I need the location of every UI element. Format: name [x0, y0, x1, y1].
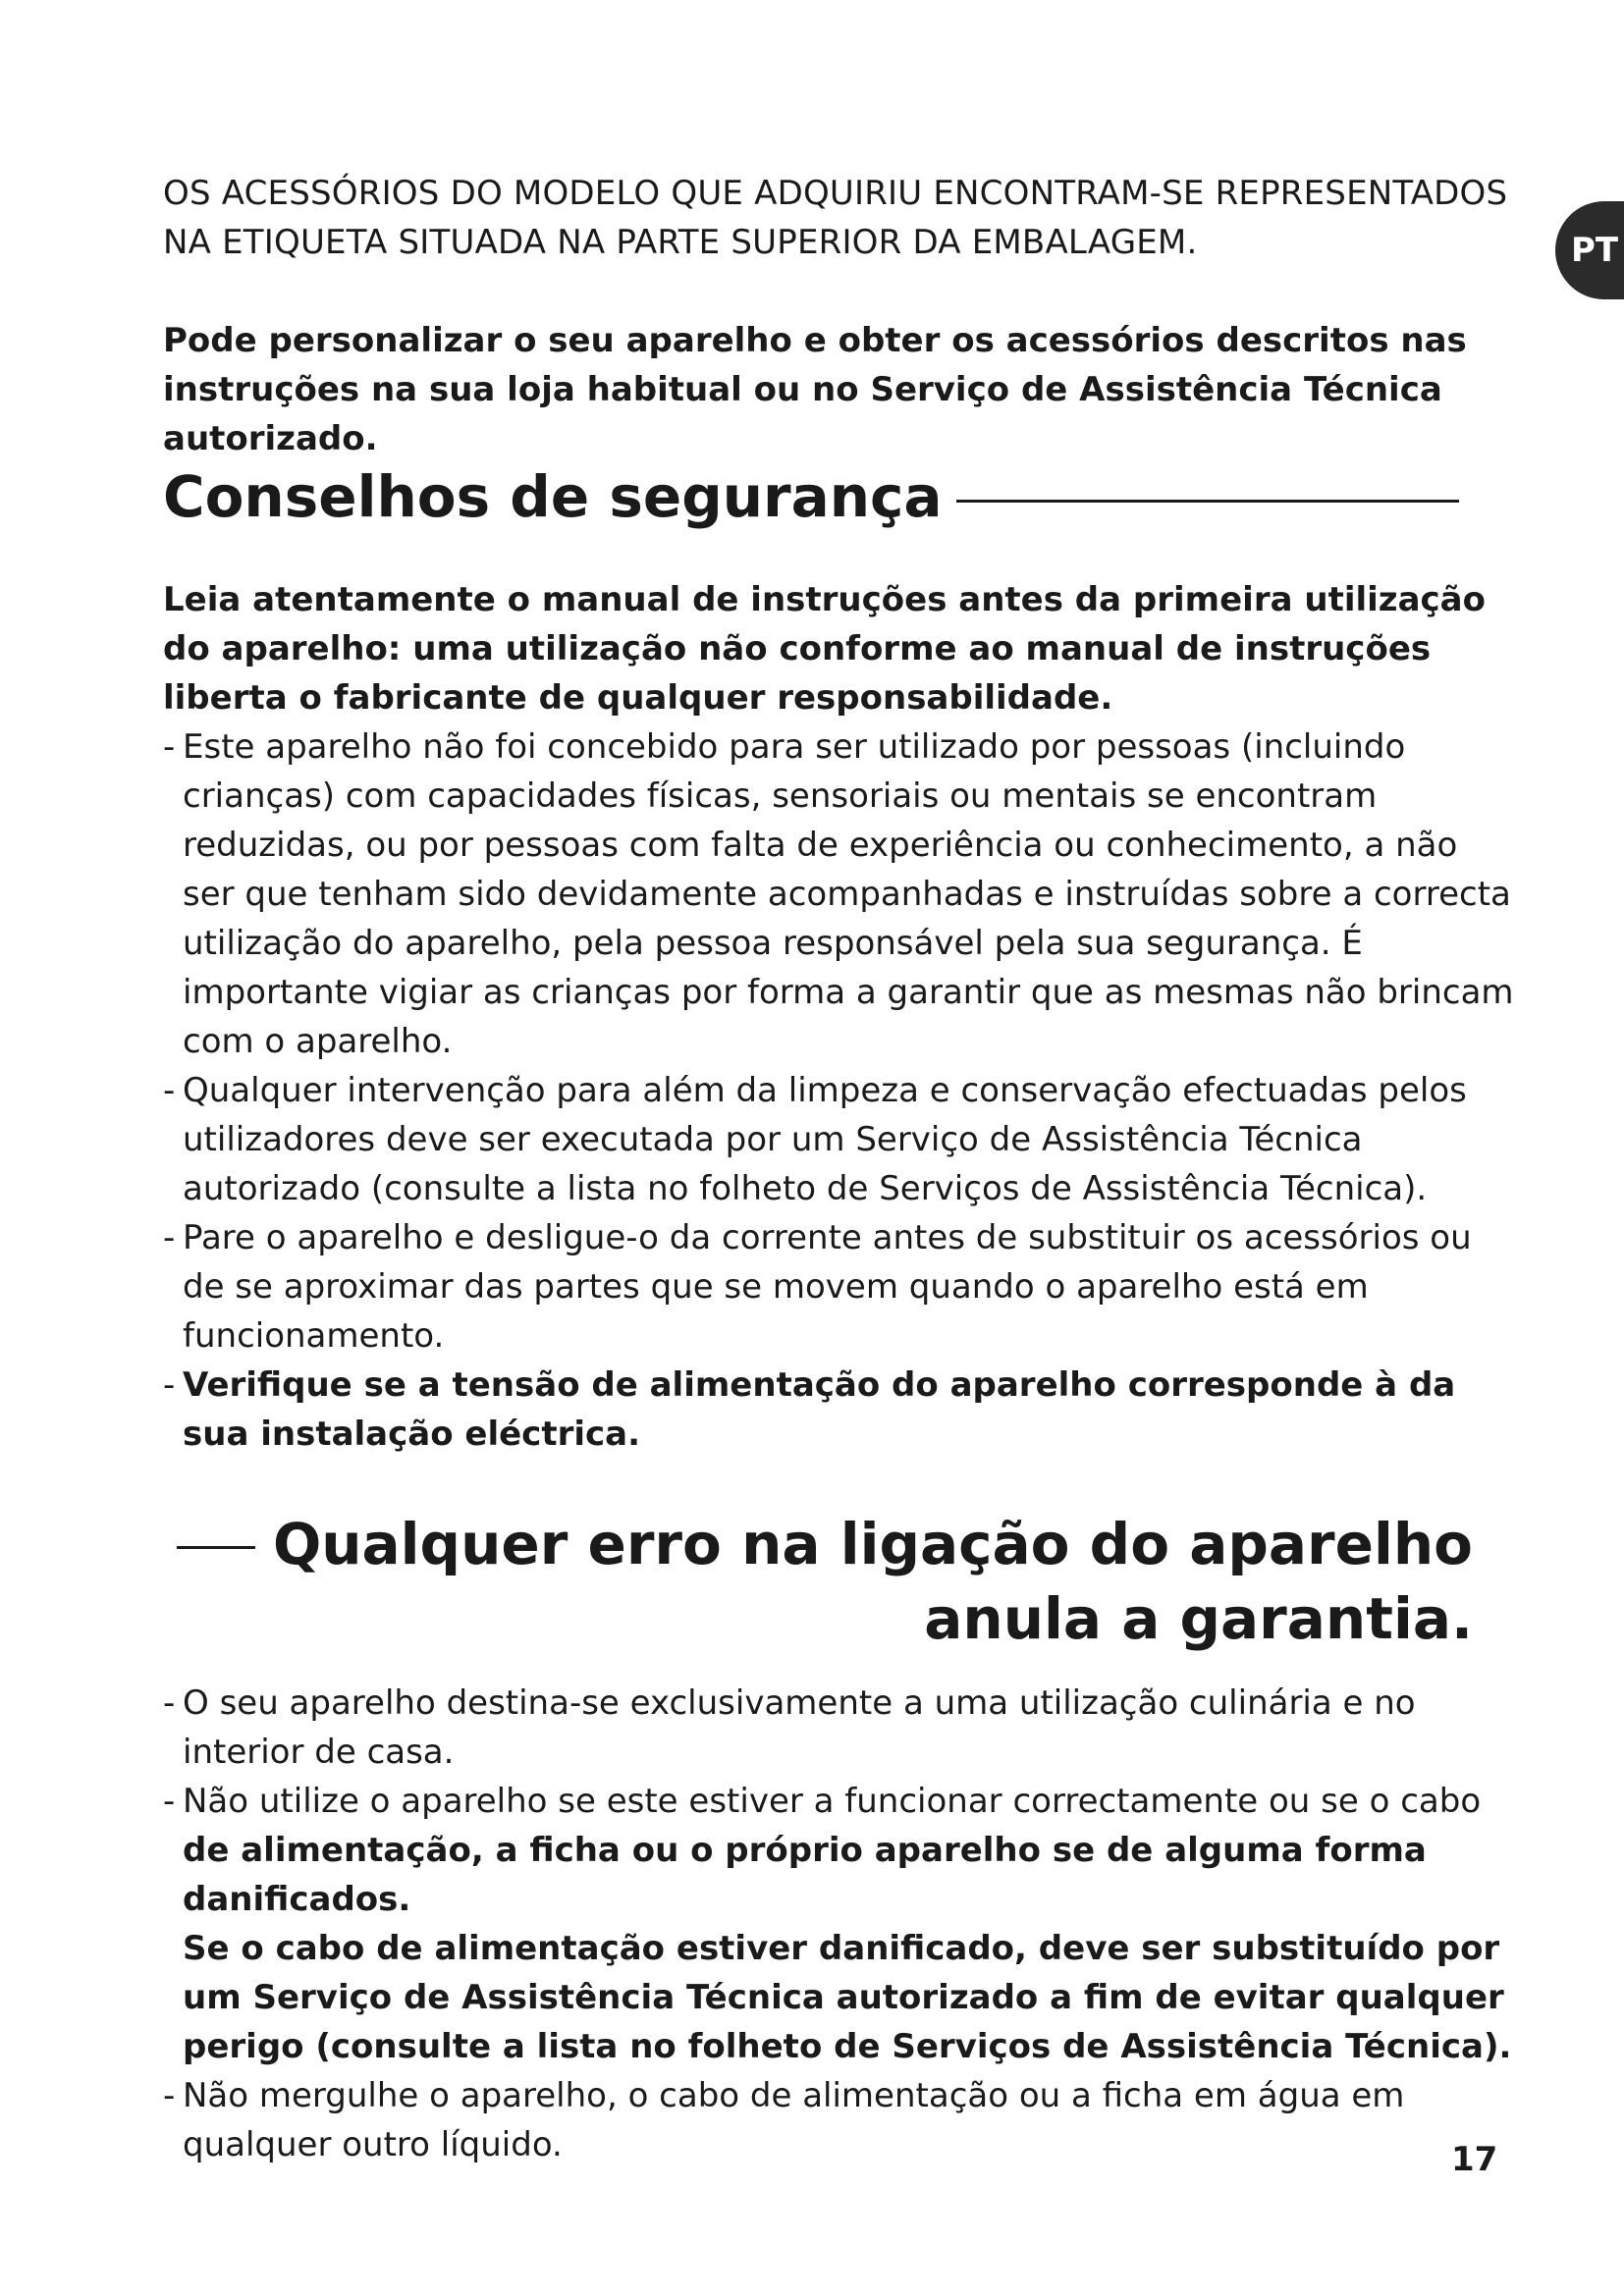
list-item: - Não utilize o aparelho se este estiver a funcionar correctamente ou se o cabo de alimentação, a ficha ou o próprio aparelho se de alguma forma danificados. Se o cabo de alimentação estiver danificado, deve ser substituído por um Serviço de Assistência Técnica autorizado a fim de evitar qualquer perigo (consulte a lista no folheto de Serviços de Assistência Técnica). [163, 1782, 1512, 2066]
warranty-heading [177, 1507, 1473, 1656]
warranty-title-line2: anula a garantia. [924, 1585, 1473, 1652]
accessories-note: OS ACESSÓRIOS DO MODELO QUE ADQUIRIU ENCONTRAM-SE REPRESENTADOS NA ETIQUETA SITUADA NA PARTE SUPERIOR DA EMBALAGEM. [163, 174, 1508, 262]
warranty-list [163, 1679, 1518, 2169]
warranty-title-line1: Qualquer erro na ligação do aparelho [272, 1511, 1473, 1577]
list-item: - Não mergulhe o aparelho, o cabo de alimentação ou a ficha em água em qualquer outro líquido. [163, 2076, 1405, 2164]
language-tab: PT [1555, 201, 1624, 299]
heading-rule [177, 1546, 255, 1549]
safety-intro: Leia atentamente o manual de instruções antes da primeira utilização do aparelho: uma utilização não conforme ao manual de instruções liberta o fabricante de qualquer responsabilidade. [163, 580, 1486, 718]
heading-rule [956, 500, 1459, 503]
safety-list [163, 722, 1518, 1459]
list-item: - Qualquer intervenção para além da limpeza e conservação efectuadas pelos utilizadores deve ser executada por um Serviço de Assistência Técnica autorizado (consulte a lista no folheto de Serviços de Assistência Técnica). [163, 1071, 1467, 1208]
list-item: - Pare o aparelho e desligue-o da corrente antes de substituir os acessórios ou de se aproximar das partes que se movem quando o aparelho está em funcionamento. [163, 1218, 1472, 1356]
list-item: - Verifique se a tensão de alimentação do aparelho corresponde à da sua instalação eléctrica. [163, 1365, 1456, 1454]
customize-note: Pode personalizar o seu aparelho e obter os acessórios descritos nas instruções na sua loja habitual ou no Serviço de Assistência Técnica autorizado. [163, 321, 1467, 458]
safety-heading [163, 463, 1459, 530]
list-item: - O seu aparelho destina-se exclusivamente a uma utilização culinária e no interior de casa. [163, 1683, 1416, 1772]
page-number: 17 [1451, 2140, 1498, 2179]
list-item: - Este aparelho não foi concebido para ser utilizado por pessoas (incluindo crianças) com capacidades físicas, sensoriais ou mentais se encontram reduzidas, ou por pessoas com falta de experiência ou conhecimento, a não ser que tenham sido devidamente acompanhadas e instruídas sobre a correcta utilização do aparelho, pela pessoa responsável pela sua segurança. É importante vigiar as crianças por forma a garantir que as mesmas não brincam com o aparelho. [163, 727, 1514, 1061]
safety-title: Conselhos de segurança [163, 463, 943, 530]
